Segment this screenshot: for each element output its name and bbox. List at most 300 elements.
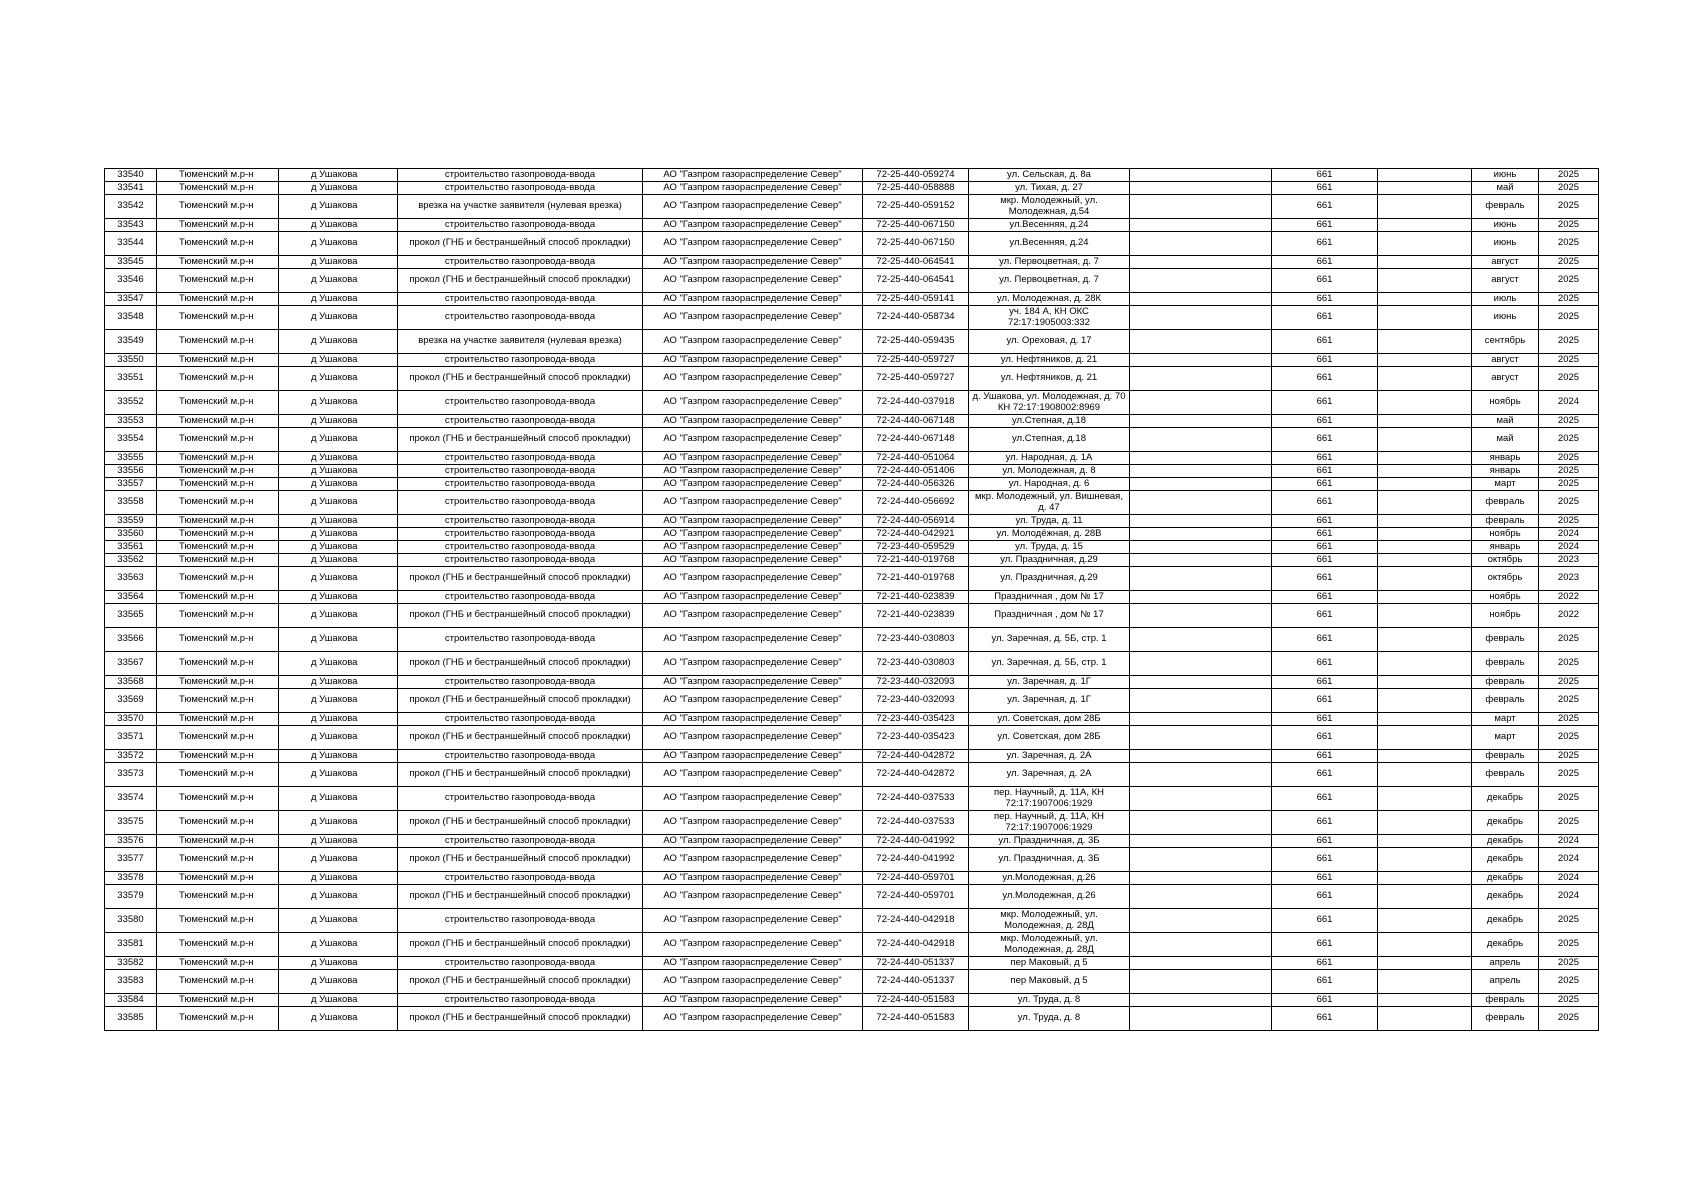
district-cell: Тюменский м.р-н — [157, 652, 279, 676]
work-type-cell: строительство газопровода-ввода — [398, 306, 643, 330]
code-cell: 661 — [1272, 554, 1378, 567]
village-cell: д Ушакова — [279, 306, 398, 330]
table-row — [105, 1007, 1599, 1031]
empty-cell-cell — [1378, 169, 1472, 182]
organization-cell: АО "Газпром газораспределение Север" — [643, 391, 863, 415]
address-cell: ул. Нефтяников, д. 21 — [969, 367, 1130, 391]
code-cell: 661 — [1272, 169, 1378, 182]
contract-number-cell: 72-24-440-051064 — [863, 452, 969, 465]
month-cell: май — [1472, 182, 1539, 195]
month-cell: декабрь — [1472, 848, 1539, 872]
district-cell: Тюменский м.р-н — [157, 269, 279, 293]
village-cell: д Ушакова — [279, 909, 398, 933]
organization-cell: АО "Газпром газораспределение Север" — [643, 182, 863, 195]
village-cell: д Ушакова — [279, 428, 398, 452]
row-number-cell: 33578 — [105, 872, 157, 885]
table-row — [105, 763, 1599, 787]
village-cell: д Ушакова — [279, 787, 398, 811]
contract-number-cell: 72-24-440-056692 — [863, 491, 969, 515]
district-cell: Тюменский м.р-н — [157, 970, 279, 994]
organization-cell: АО "Газпром газораспределение Север" — [643, 909, 863, 933]
empty-cell-cell — [1130, 848, 1272, 872]
empty-cell-cell — [1130, 219, 1272, 232]
district-cell: Тюменский м.р-н — [157, 628, 279, 652]
empty-cell-cell — [1130, 591, 1272, 604]
year-cell: 2024 — [1539, 835, 1599, 848]
row-number-cell: 33568 — [105, 676, 157, 689]
empty-cell-cell — [1378, 293, 1472, 306]
row-number-cell: 33555 — [105, 452, 157, 465]
month-cell: февраль — [1472, 1007, 1539, 1031]
year-cell: 2022 — [1539, 604, 1599, 628]
table-row — [105, 391, 1599, 415]
address-cell: ул. Тихая, д. 27 — [969, 182, 1130, 195]
code-cell: 661 — [1272, 676, 1378, 689]
table-row — [105, 269, 1599, 293]
district-cell: Тюменский м.р-н — [157, 195, 279, 219]
address-cell: ул. Труда, д. 8 — [969, 1007, 1130, 1031]
district-cell: Тюменский м.р-н — [157, 465, 279, 478]
village-cell: д Ушакова — [279, 367, 398, 391]
table-row — [105, 478, 1599, 491]
address-cell: пер. Научный, д. 11А, КН 72:17:1907006:1929 — [969, 787, 1130, 811]
village-cell: д Ушакова — [279, 354, 398, 367]
work-type-cell: прокол (ГНБ и бестраншейный способ прокладки) — [398, 367, 643, 391]
district-cell: Тюменский м.р-н — [157, 554, 279, 567]
row-number-cell: 33550 — [105, 354, 157, 367]
year-cell: 2025 — [1539, 909, 1599, 933]
empty-cell-cell — [1378, 750, 1472, 763]
code-cell: 661 — [1272, 689, 1378, 713]
month-cell: октябрь — [1472, 567, 1539, 591]
contract-number-cell: 72-21-440-023839 — [863, 604, 969, 628]
code-cell: 661 — [1272, 933, 1378, 957]
village-cell: д Ушакова — [279, 478, 398, 491]
row-number-cell: 33565 — [105, 604, 157, 628]
district-cell: Тюменский м.р-н — [157, 787, 279, 811]
month-cell: июнь — [1472, 306, 1539, 330]
organization-cell: АО "Газпром газораспределение Север" — [643, 219, 863, 232]
district-cell: Тюменский м.р-н — [157, 169, 279, 182]
empty-cell-cell — [1130, 726, 1272, 750]
month-cell: февраль — [1472, 628, 1539, 652]
district-cell: Тюменский м.р-н — [157, 452, 279, 465]
contract-number-cell: 72-24-440-059701 — [863, 872, 969, 885]
table-row — [105, 554, 1599, 567]
code-cell: 661 — [1272, 909, 1378, 933]
empty-cell-cell — [1378, 528, 1472, 541]
month-cell: февраль — [1472, 750, 1539, 763]
table-row — [105, 652, 1599, 676]
organization-cell: АО "Газпром газораспределение Север" — [643, 452, 863, 465]
empty-cell-cell — [1378, 491, 1472, 515]
table-row — [105, 591, 1599, 604]
organization-cell: АО "Газпром газораспределение Север" — [643, 970, 863, 994]
village-cell: д Ушакова — [279, 652, 398, 676]
empty-cell-cell — [1130, 330, 1272, 354]
table-row — [105, 330, 1599, 354]
contract-number-cell: 72-21-440-019768 — [863, 567, 969, 591]
table-row — [105, 811, 1599, 835]
table-row — [105, 219, 1599, 232]
year-cell: 2025 — [1539, 491, 1599, 515]
empty-cell-cell — [1130, 554, 1272, 567]
year-cell: 2023 — [1539, 567, 1599, 591]
empty-cell-cell — [1378, 354, 1472, 367]
empty-cell-cell — [1130, 811, 1272, 835]
village-cell: д Ушакова — [279, 835, 398, 848]
empty-cell-cell — [1378, 452, 1472, 465]
year-cell: 2025 — [1539, 306, 1599, 330]
empty-cell-cell — [1378, 689, 1472, 713]
district-cell: Тюменский м.р-н — [157, 478, 279, 491]
row-number-cell: 33554 — [105, 428, 157, 452]
contract-number-cell: 72-24-440-042921 — [863, 528, 969, 541]
address-cell: мкр. Молодежный, ул. Молодежная, д. 28Д — [969, 909, 1130, 933]
district-cell: Тюменский м.р-н — [157, 811, 279, 835]
work-type-cell: прокол (ГНБ и бестраншейный способ прокладки) — [398, 428, 643, 452]
table-row — [105, 689, 1599, 713]
work-type-cell: прокол (ГНБ и бестраншейный способ прокладки) — [398, 567, 643, 591]
organization-cell: АО "Газпром газораспределение Север" — [643, 713, 863, 726]
month-cell: сентябрь — [1472, 330, 1539, 354]
village-cell: д Ушакова — [279, 848, 398, 872]
address-cell: ул. Заречная, д. 2А — [969, 763, 1130, 787]
code-cell: 661 — [1272, 567, 1378, 591]
organization-cell: АО "Газпром газораспределение Север" — [643, 330, 863, 354]
address-cell: ул. Молодежная, д. 8 — [969, 465, 1130, 478]
address-cell: ул. Нефтяников, д. 21 — [969, 354, 1130, 367]
code-cell: 661 — [1272, 652, 1378, 676]
table-row — [105, 195, 1599, 219]
contract-number-cell: 72-24-440-051337 — [863, 970, 969, 994]
empty-cell-cell — [1130, 835, 1272, 848]
village-cell: д Ушакова — [279, 811, 398, 835]
address-cell: ул. Молодёжная, д. 28В — [969, 528, 1130, 541]
district-cell: Тюменский м.р-н — [157, 219, 279, 232]
code-cell: 661 — [1272, 957, 1378, 970]
row-number-cell: 33563 — [105, 567, 157, 591]
code-cell: 661 — [1272, 750, 1378, 763]
row-number-cell: 33574 — [105, 787, 157, 811]
table-row — [105, 293, 1599, 306]
code-cell: 661 — [1272, 428, 1378, 452]
empty-cell-cell — [1378, 628, 1472, 652]
empty-cell-cell — [1378, 763, 1472, 787]
month-cell: март — [1472, 726, 1539, 750]
district-cell: Тюменский м.р-н — [157, 909, 279, 933]
village-cell: д Ушакова — [279, 689, 398, 713]
district-cell: Тюменский м.р-н — [157, 713, 279, 726]
district-cell: Тюменский м.р-н — [157, 957, 279, 970]
empty-cell-cell — [1378, 269, 1472, 293]
table-row — [105, 232, 1599, 256]
empty-cell-cell — [1130, 689, 1272, 713]
work-type-cell: строительство газопровода-ввода — [398, 182, 643, 195]
table-row — [105, 628, 1599, 652]
empty-cell-cell — [1378, 872, 1472, 885]
month-cell: февраль — [1472, 994, 1539, 1007]
code-cell: 661 — [1272, 478, 1378, 491]
village-cell: д Ушакова — [279, 628, 398, 652]
empty-cell-cell — [1378, 909, 1472, 933]
organization-cell: АО "Газпром газораспределение Север" — [643, 367, 863, 391]
year-cell: 2025 — [1539, 676, 1599, 689]
organization-cell: АО "Газпром газораспределение Север" — [643, 726, 863, 750]
contract-number-cell: 72-24-440-042918 — [863, 909, 969, 933]
contract-number-cell: 72-24-440-067148 — [863, 428, 969, 452]
address-cell: мкр. Молодежный, ул. Молодежная, д.54 — [969, 195, 1130, 219]
work-type-cell: строительство газопровода-ввода — [398, 994, 643, 1007]
organization-cell: АО "Газпром газораспределение Север" — [643, 811, 863, 835]
code-cell: 661 — [1272, 835, 1378, 848]
year-cell: 2025 — [1539, 713, 1599, 726]
code-cell: 661 — [1272, 713, 1378, 726]
row-number-cell: 33551 — [105, 367, 157, 391]
district-cell: Тюменский м.р-н — [157, 293, 279, 306]
code-cell: 661 — [1272, 528, 1378, 541]
contract-number-cell: 72-24-440-041992 — [863, 848, 969, 872]
address-cell: Праздничная , дом № 17 — [969, 591, 1130, 604]
table-row — [105, 428, 1599, 452]
month-cell: февраль — [1472, 652, 1539, 676]
district-cell: Тюменский м.р-н — [157, 491, 279, 515]
work-type-cell: прокол (ГНБ и бестраншейный способ прокладки) — [398, 933, 643, 957]
village-cell: д Ушакова — [279, 491, 398, 515]
address-cell: ул. Труда, д. 15 — [969, 541, 1130, 554]
empty-cell-cell — [1130, 428, 1272, 452]
code-cell: 661 — [1272, 391, 1378, 415]
empty-cell-cell — [1378, 994, 1472, 1007]
month-cell: апрель — [1472, 957, 1539, 970]
district-cell: Тюменский м.р-н — [157, 515, 279, 528]
work-type-cell: строительство газопровода-ввода — [398, 491, 643, 515]
work-type-cell: строительство газопровода-ввода — [398, 515, 643, 528]
row-number-cell: 33545 — [105, 256, 157, 269]
contract-number-cell: 72-25-440-058888 — [863, 182, 969, 195]
empty-cell-cell — [1130, 478, 1272, 491]
contract-number-cell: 72-24-440-037533 — [863, 811, 969, 835]
work-type-cell: прокол (ГНБ и бестраншейный способ прокладки) — [398, 269, 643, 293]
empty-cell-cell — [1130, 872, 1272, 885]
row-number-cell: 33579 — [105, 885, 157, 909]
organization-cell: АО "Газпром газораспределение Север" — [643, 1007, 863, 1031]
year-cell: 2025 — [1539, 330, 1599, 354]
month-cell: февраль — [1472, 763, 1539, 787]
month-cell: январь — [1472, 465, 1539, 478]
organization-cell: АО "Газпром газораспределение Север" — [643, 872, 863, 885]
year-cell: 2025 — [1539, 269, 1599, 293]
work-type-cell: строительство газопровода-ввода — [398, 835, 643, 848]
contract-number-cell: 72-24-440-042872 — [863, 763, 969, 787]
organization-cell: АО "Газпром газораспределение Север" — [643, 689, 863, 713]
code-cell: 661 — [1272, 256, 1378, 269]
row-number-cell: 33566 — [105, 628, 157, 652]
year-cell: 2023 — [1539, 554, 1599, 567]
row-number-cell: 33582 — [105, 957, 157, 970]
row-number-cell: 33562 — [105, 554, 157, 567]
district-cell: Тюменский м.р-н — [157, 848, 279, 872]
organization-cell: АО "Газпром газораспределение Север" — [643, 591, 863, 604]
organization-cell: АО "Газпром газораспределение Север" — [643, 885, 863, 909]
district-cell: Тюменский м.р-н — [157, 604, 279, 628]
year-cell: 2025 — [1539, 195, 1599, 219]
work-type-cell: прокол (ГНБ и бестраншейный способ прокладки) — [398, 652, 643, 676]
district-cell: Тюменский м.р-н — [157, 872, 279, 885]
year-cell: 2025 — [1539, 970, 1599, 994]
contract-number-cell: 72-25-440-059274 — [863, 169, 969, 182]
work-type-cell: строительство газопровода-ввода — [398, 957, 643, 970]
village-cell: д Ушакова — [279, 541, 398, 554]
contract-number-cell: 72-24-440-058734 — [863, 306, 969, 330]
code-cell: 661 — [1272, 354, 1378, 367]
work-type-cell: строительство газопровода-ввода — [398, 415, 643, 428]
empty-cell-cell — [1130, 491, 1272, 515]
empty-cell-cell — [1378, 604, 1472, 628]
year-cell: 2024 — [1539, 541, 1599, 554]
village-cell: д Ушакова — [279, 713, 398, 726]
organization-cell: АО "Газпром газораспределение Север" — [643, 269, 863, 293]
table-row — [105, 726, 1599, 750]
empty-cell-cell — [1378, 256, 1472, 269]
village-cell: д Ушакова — [279, 872, 398, 885]
work-type-cell: прокол (ГНБ и бестраншейный способ прокладки) — [398, 689, 643, 713]
work-type-cell: прокол (ГНБ и бестраншейный способ прокладки) — [398, 726, 643, 750]
address-cell: пер. Научный, д. 11А, КН 72:17:1907006:1929 — [969, 811, 1130, 835]
address-cell: ул. Сельская, д. 8а — [969, 169, 1130, 182]
address-cell: ул. Первоцветная, д. 7 — [969, 256, 1130, 269]
month-cell: ноябрь — [1472, 604, 1539, 628]
organization-cell: АО "Газпром газораспределение Север" — [643, 428, 863, 452]
organization-cell: АО "Газпром газораспределение Север" — [643, 169, 863, 182]
year-cell: 2025 — [1539, 628, 1599, 652]
code-cell: 661 — [1272, 848, 1378, 872]
organization-cell: АО "Газпром газораспределение Север" — [643, 528, 863, 541]
table-row — [105, 970, 1599, 994]
address-cell: ул. Праздничная, д. 3Б — [969, 848, 1130, 872]
district-cell: Тюменский м.р-н — [157, 256, 279, 269]
organization-cell: АО "Газпром газораспределение Север" — [643, 652, 863, 676]
code-cell: 661 — [1272, 628, 1378, 652]
village-cell: д Ушакова — [279, 415, 398, 428]
district-cell: Тюменский м.р-н — [157, 567, 279, 591]
year-cell: 2025 — [1539, 465, 1599, 478]
row-number-cell: 33547 — [105, 293, 157, 306]
empty-cell-cell — [1378, 957, 1472, 970]
address-cell: ул. Советская, дом 28Б — [969, 726, 1130, 750]
district-cell: Тюменский м.р-н — [157, 391, 279, 415]
month-cell: ноябрь — [1472, 391, 1539, 415]
table-row — [105, 169, 1599, 182]
month-cell: март — [1472, 478, 1539, 491]
district-cell: Тюменский м.р-н — [157, 330, 279, 354]
district-cell: Тюменский м.р-н — [157, 750, 279, 763]
table-row — [105, 957, 1599, 970]
village-cell: д Ушакова — [279, 269, 398, 293]
address-cell: ул.Степная, д.18 — [969, 415, 1130, 428]
village-cell: д Ушакова — [279, 528, 398, 541]
work-type-cell: строительство газопровода-ввода — [398, 787, 643, 811]
address-cell: мкр. Молодежный, ул. Молодежная, д. 28Д — [969, 933, 1130, 957]
empty-cell-cell — [1378, 567, 1472, 591]
work-type-cell: строительство газопровода-ввода — [398, 750, 643, 763]
address-cell: ул. Заречная, д. 5Б, стр. 1 — [969, 652, 1130, 676]
village-cell: д Ушакова — [279, 763, 398, 787]
table-row — [105, 750, 1599, 763]
district-cell: Тюменский м.р-н — [157, 994, 279, 1007]
code-cell: 661 — [1272, 330, 1378, 354]
village-cell: д Ушакова — [279, 933, 398, 957]
month-cell: март — [1472, 713, 1539, 726]
empty-cell-cell — [1130, 169, 1272, 182]
row-number-cell: 33546 — [105, 269, 157, 293]
year-cell: 2025 — [1539, 232, 1599, 256]
month-cell: февраль — [1472, 491, 1539, 515]
village-cell: д Ушакова — [279, 182, 398, 195]
code-cell: 661 — [1272, 1007, 1378, 1031]
year-cell: 2025 — [1539, 219, 1599, 232]
empty-cell-cell — [1130, 465, 1272, 478]
work-type-cell: строительство газопровода-ввода — [398, 591, 643, 604]
contract-number-cell: 72-21-440-019768 — [863, 554, 969, 567]
empty-cell-cell — [1130, 652, 1272, 676]
address-cell: ул. Заречная, д. 1Г — [969, 676, 1130, 689]
organization-cell: АО "Газпром газораспределение Север" — [643, 195, 863, 219]
year-cell: 2025 — [1539, 811, 1599, 835]
work-type-cell: прокол (ГНБ и бестраншейный способ прокладки) — [398, 232, 643, 256]
row-number-cell: 33583 — [105, 970, 157, 994]
month-cell: май — [1472, 415, 1539, 428]
district-cell: Тюменский м.р-н — [157, 367, 279, 391]
empty-cell-cell — [1130, 182, 1272, 195]
contract-number-cell: 72-23-440-035423 — [863, 713, 969, 726]
contract-number-cell: 72-24-440-067148 — [863, 415, 969, 428]
table-row — [105, 541, 1599, 554]
contract-number-cell: 72-24-440-041992 — [863, 835, 969, 848]
district-cell: Тюменский м.р-н — [157, 763, 279, 787]
work-type-cell: строительство газопровода-ввода — [398, 391, 643, 415]
code-cell: 661 — [1272, 970, 1378, 994]
row-number-cell: 33575 — [105, 811, 157, 835]
empty-cell-cell — [1130, 541, 1272, 554]
table-row — [105, 676, 1599, 689]
district-cell: Тюменский м.р-н — [157, 428, 279, 452]
empty-cell-cell — [1378, 554, 1472, 567]
village-cell: д Ушакова — [279, 970, 398, 994]
work-type-cell: строительство газопровода-ввода — [398, 713, 643, 726]
row-number-cell: 33561 — [105, 541, 157, 554]
month-cell: февраль — [1472, 515, 1539, 528]
year-cell: 2025 — [1539, 787, 1599, 811]
organization-cell: АО "Газпром газораспределение Север" — [643, 515, 863, 528]
table-row — [105, 256, 1599, 269]
village-cell: д Ушакова — [279, 726, 398, 750]
code-cell: 661 — [1272, 293, 1378, 306]
code-cell: 661 — [1272, 604, 1378, 628]
work-type-cell: прокол (ГНБ и бестраншейный способ прокладки) — [398, 763, 643, 787]
organization-cell: АО "Газпром газораспределение Север" — [643, 554, 863, 567]
address-cell: д. Ушакова, ул. Молодежная, д. 70 КН 72:17:1908002:8969 — [969, 391, 1130, 415]
row-number-cell: 33569 — [105, 689, 157, 713]
empty-cell-cell — [1130, 354, 1272, 367]
empty-cell-cell — [1378, 835, 1472, 848]
work-type-cell: строительство газопровода-ввода — [398, 528, 643, 541]
code-cell: 661 — [1272, 515, 1378, 528]
address-cell: уч. 184 А, КН ОКС 72:17:1905003:332 — [969, 306, 1130, 330]
village-cell: д Ушакова — [279, 1007, 398, 1031]
address-cell: ул. Труда, д. 8 — [969, 994, 1130, 1007]
code-cell: 661 — [1272, 306, 1378, 330]
